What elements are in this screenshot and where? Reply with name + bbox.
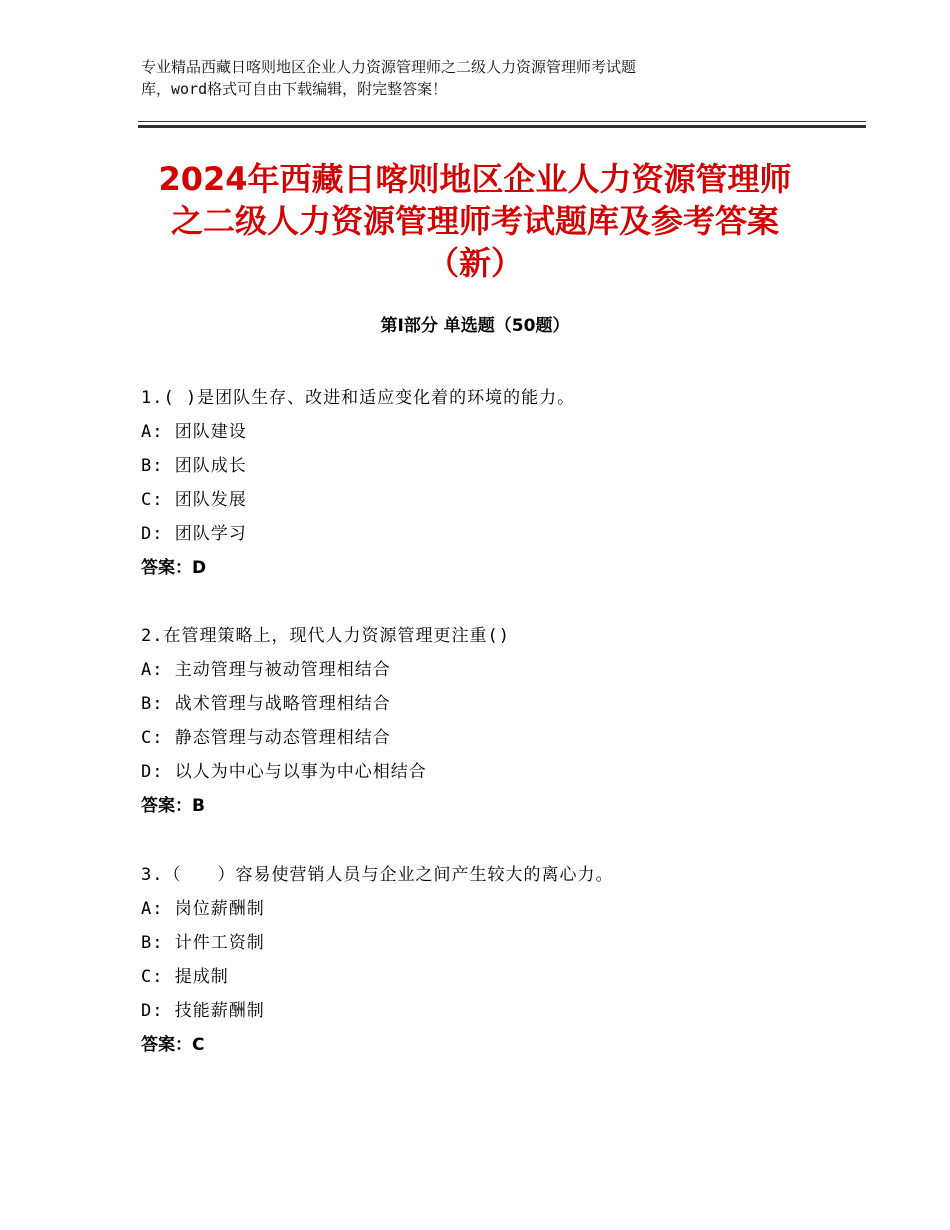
answer: 答案：C [141, 1035, 205, 1055]
question-stem: 1.( )是团队生存、改进和适应变化着的环境的能力。 [141, 388, 576, 408]
answer: 答案：B [141, 796, 205, 816]
option-d: D: 团队学习 [141, 524, 247, 544]
question-2 [141, 619, 841, 823]
question-stem: 2.在管理策略上，现代人力资源管理更注重() [141, 626, 510, 646]
question-1 [141, 381, 841, 585]
answer: 答案：D [141, 558, 207, 578]
option-d: D: 技能薪酬制 [141, 1001, 265, 1021]
option-c: C: 静态管理与动态管理相结合 [141, 728, 391, 748]
option-b: B: 战术管理与战略管理相结合 [141, 694, 391, 714]
document-title-line-2: 之二级人力资源管理师考试题库及参考答案 [170, 202, 779, 240]
header-divider-thick [138, 125, 866, 128]
option-c: C: 团队发展 [141, 490, 247, 510]
question-stem: 3.（ ）容易使营销人员与企业之间产生较大的离心力。 [141, 865, 614, 885]
document-title-line-3: （新） [426, 244, 523, 282]
document-title [110, 158, 840, 284]
document-title-line-1: 2024年西藏日喀则地区企业人力资源管理师 [158, 160, 792, 198]
option-a: A: 团队建设 [141, 422, 247, 442]
header-divider-thin [138, 121, 866, 122]
header-note [141, 56, 811, 100]
option-b: B: 计件工资制 [141, 933, 265, 953]
option-a: A: 主动管理与被动管理相结合 [141, 660, 391, 680]
option-b: B: 团队成长 [141, 456, 247, 476]
header-note-line-2: 库，word格式可自由下载编辑，附完整答案！ [141, 80, 448, 98]
option-a: A: 岗位薪酬制 [141, 899, 265, 919]
option-c: C: 提成制 [141, 967, 229, 987]
header-note-line-1: 专业精品西藏日喀则地区企业人力资源管理师之二级人力资源管理师考试题 [141, 58, 637, 76]
option-d: D: 以人为中心与以事为中心相结合 [141, 762, 427, 782]
section-heading: 第Ⅰ部分 单选题（50题） [380, 316, 570, 336]
question-3 [141, 858, 841, 1062]
